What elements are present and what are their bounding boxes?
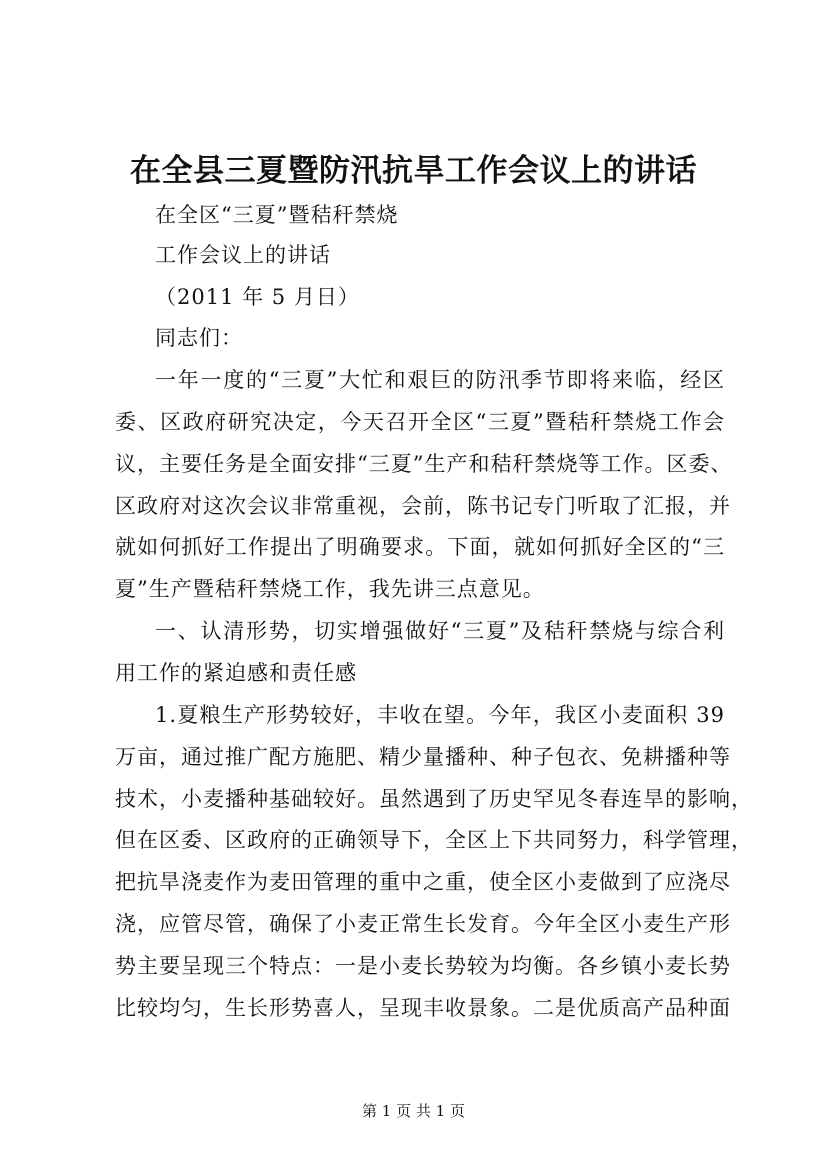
body-line: 1.夏粮生产形势较好，丰收在望。今年，我区小麦面积 39 [155, 703, 725, 727]
body-line: 万亩，通过推广配方施肥、精少量播种、种子包衣、免耕播种等 [115, 745, 731, 769]
date-line: （2011 年 5 月日） [155, 285, 360, 309]
body-line: 比较均匀，生长形势喜人，呈现丰收景象。二是优质高产品种面 [115, 996, 731, 1020]
page-footer: 第 1 页 共 1 页 [362, 1102, 465, 1120]
body-line: 夏”生产暨秸秆禁烧工作，我先讲三点意见。 [115, 577, 545, 601]
subtitle-line-1: 在全区“三夏”暨秸秆禁烧 [155, 203, 399, 227]
body-line: 浇，应管尽管，确保了小麦正常生长发育。今年全区小麦生产形 [115, 912, 731, 936]
body-line: 但在区委、区政府的正确领导下，全区上下共同努力，科学管理， [115, 828, 753, 852]
document-title: 在全县三夏暨防汛抗旱工作会议上的讲话 [130, 153, 697, 189]
body-line: 技术，小麦播种基础较好。虽然遇到了历史罕见冬春连旱的影响， [115, 787, 753, 811]
body-line: 一年一度的“三夏”大忙和艰巨的防汛季节即将来临，经区 [155, 368, 725, 392]
section-heading-line: 用工作的紧迫感和责任感 [115, 661, 357, 685]
body-line: 议，主要任务是全面安排“三夏”生产和秸秆禁烧等工作。区委、 [115, 452, 733, 476]
subtitle-line-2: 工作会议上的讲话 [155, 243, 331, 267]
salutation-line: 同志们： [155, 326, 243, 350]
section-heading-line: 一、认清形势，切实增强做好“三夏”及秸秆禁烧与综合利 [155, 619, 725, 643]
body-line: 委、区政府研究决定，今天召开全区“三夏”暨秸秆禁烧工作会 [115, 410, 725, 434]
body-line: 把抗旱浇麦作为麦田管理的重中之重，使全区小麦做到了应浇尽 [115, 870, 731, 894]
body-line: 区政府对这次会议非常重视，会前，陈书记专门听取了汇报，并 [115, 494, 731, 518]
body-line: 势主要呈现三个特点：一是小麦长势较为均衡。各乡镇小麦长势 [115, 954, 731, 978]
body-line: 就如何抓好工作提出了明确要求。下面，就如何抓好全区的“三 [115, 535, 725, 559]
